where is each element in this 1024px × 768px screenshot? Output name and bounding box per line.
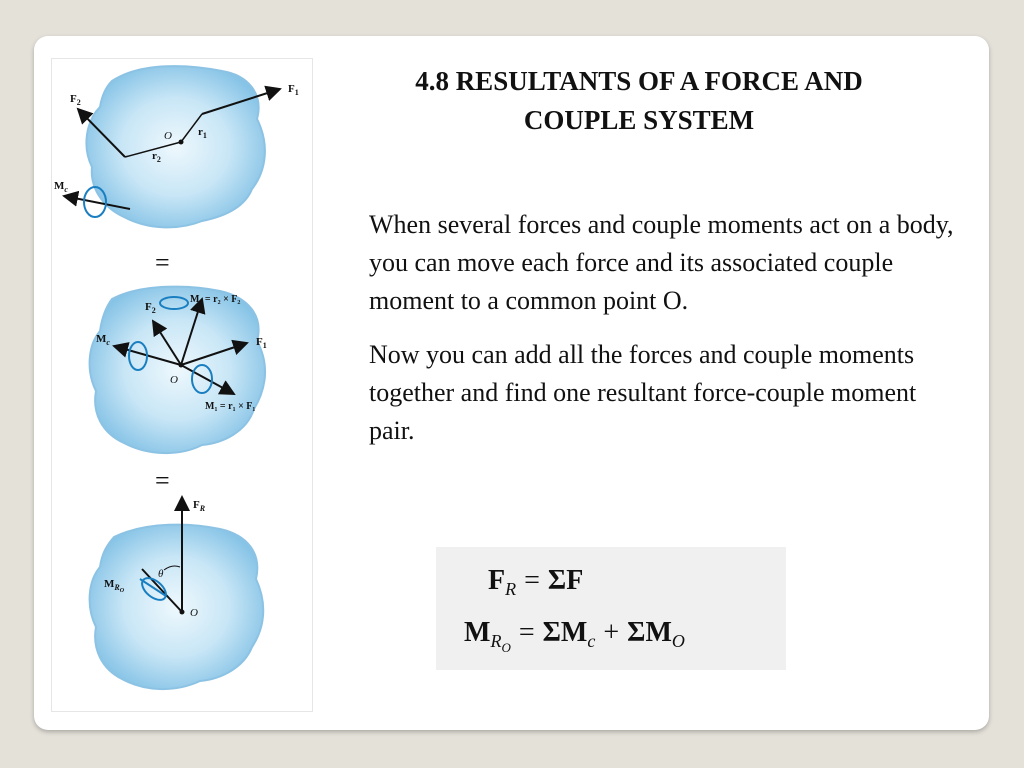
rigid-body-1 [86,66,264,227]
point-o-3 [180,610,185,615]
point-o-1 [179,140,184,145]
rigid-body-2 [90,287,265,453]
label-o-3: O [190,607,198,619]
title-line-1: 4.8 RESULTANTS OF A FORCE AND [415,66,863,96]
label-o-2: O [170,374,178,386]
label-mc-2: $M_c$ [96,333,110,347]
equation-line-2: $M_RO = \Sigma M_c + \Sigma M_O$ [464,617,685,655]
label-mc-1: $M_c$ [54,180,68,194]
label-f2-1: $F_2$ [70,93,81,107]
figure-svg [52,59,312,711]
title-line-2: COUPLE SYSTEM [523,105,755,135]
paragraph-1: When several forces and couple moments act on a body, you can move each force and its associated couple moment to a common point O. [369,210,954,315]
equations-svg [436,547,786,670]
label-o-1: O [164,130,172,142]
label-r1: $r_1$ [198,126,207,140]
label-m1-equation: M₁ = r₁ × F₁ [205,401,256,412]
label-fr: $F_R$ [193,499,206,513]
label-m2-equation: M₂ = r₂ × F₂ [190,294,241,305]
label-f1-1: $F_1$ [288,83,299,97]
label-mro: $M_RO$ [104,578,125,594]
body-text [369,206,959,466]
equation-line-1: $F_R = \Sigma F$ [488,565,584,599]
label-r2: $r_2$ [152,150,161,164]
point-o-2 [179,363,184,368]
paragraph-2: Now you can add all the forces and couple moments together and find one resultant force-couple moment pair. [369,340,917,445]
label-f2-2: $F_2$ [145,301,156,315]
force-couple-figure [51,58,313,712]
label-f1-2: $F_1$ [256,336,267,350]
equals-sign-2: = [155,466,170,495]
equation-box [436,547,786,670]
slide-title [330,62,948,140]
label-theta: θ [158,568,164,580]
equals-sign-1: = [155,248,170,277]
